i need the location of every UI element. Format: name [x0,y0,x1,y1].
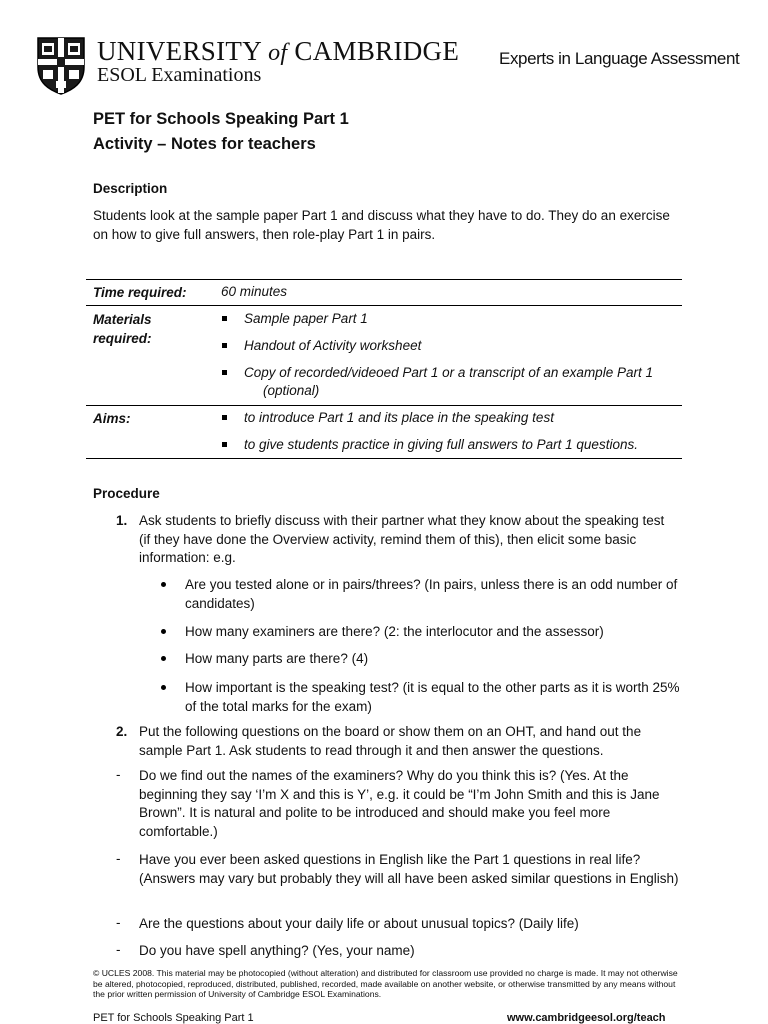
dash-marker: - [116,851,121,866]
table-rule [86,279,682,280]
list-item: Are the questions about your daily life or about unusual topics? (Daily life) [139,916,579,931]
esol-examinations: ESOL Examinations [97,64,262,86]
list-item: How many parts are there? (4) [185,651,369,666]
footer-title: PET for Schools Speaking Part 1 [93,1012,254,1024]
list-item: Do we find out the names of the examiners? Why do you think this is? (Yes. At the beginning they say ‘I’m X and this is Y’, e.g. it could be “I’m John Smith and this is Jane Brown”. It is natural and polite to be introduced and should make you feel more comfortable.) [139,768,660,839]
materials-label: Materials [93,312,152,327]
step-text: Put the following questions on the board or show them on an OHT, and hand out the sample Part 1. Ask students to read through it and then answer the questions. [139,724,642,758]
table-rule [86,305,682,306]
bullet-icon [222,316,227,321]
description-text: Students look at the sample paper Part 1 and discuss what they have to do. They do an exercise on how to give full answers, then role-play Part 1 in pairs. [93,208,670,242]
tagline: Experts in Language Assessment [499,49,740,68]
step-text: Ask students to briefly discuss with their partner what they know about the speaking test (if they have done the Overview activity, remind them of this), then elicit some basic information: e.g. [139,513,665,565]
dash-marker: - [116,915,121,930]
dash-marker: - [116,942,121,957]
bullet-icon [161,656,166,661]
university-name: UNIVERSITY of CAMBRIDGE [97,36,460,66]
copyright-notice: © UCLES 2008. This material may be photocopied (without alteration) and distributed for classroom use provided no charge is made. It may not otherwise be altered, photocopied, reproduced, distributed, published, recorded, made available on another website, or otherwise transmitted by any means without the prior written permission of University of Cambridge ESOL Examinations. [93,968,678,999]
bullet-icon [161,629,166,634]
bullet-icon [222,370,227,375]
bullet-icon [222,415,227,420]
description-heading: Description [93,181,168,196]
bullet-icon [222,343,227,348]
dash-marker: - [116,767,121,782]
materials-label: required: [93,331,152,346]
material-item: Sample paper Part 1 [244,311,368,326]
table-rule [86,458,682,459]
time-value: 60 minutes [221,284,288,299]
bullet-icon [161,685,166,690]
list-item: How important is the speaking test? (it is equal to the other parts as it is worth 25% of the total marks for the exam) [185,680,680,714]
aim-item: to give students practice in giving full answers to Part 1 questions. [244,437,638,452]
procedure-heading: Procedure [93,486,160,501]
page-subtitle: Activity – Notes for teachers [93,135,316,153]
university-crest-icon [37,37,85,95]
list-item: Are you tested alone or in pairs/threes? (In pairs, unless there is an odd number of candidates) [185,577,678,611]
bullet-icon [161,582,166,587]
list-item: How many examiners are there? (2: the interlocutor and the assessor) [185,624,604,639]
time-label: Time required: [93,285,187,300]
list-item: Have you ever been asked questions in English like the Part 1 questions in real life? (Answers may vary but probably they will all have been asked similar questions in English) [139,852,679,886]
material-item-note: (optional) [263,383,320,398]
step-number: 2. [116,724,128,739]
page-title: PET for Schools Speaking Part 1 [93,110,349,128]
list-item: Do you have spell anything? (Yes, your name) [139,943,415,958]
material-item: Handout of Activity worksheet [244,338,422,353]
aims-label: Aims: [93,411,131,426]
aim-item: to introduce Part 1 and its place in the speaking test [244,410,554,425]
material-item: Copy of recorded/videoed Part 1 or a transcript of an example Part 1 [244,365,653,380]
table-rule [86,405,682,406]
step-number: 1. [116,513,128,528]
footer-link[interactable]: www.cambridgeesol.org/teach [507,1012,666,1024]
bullet-icon [222,442,227,447]
